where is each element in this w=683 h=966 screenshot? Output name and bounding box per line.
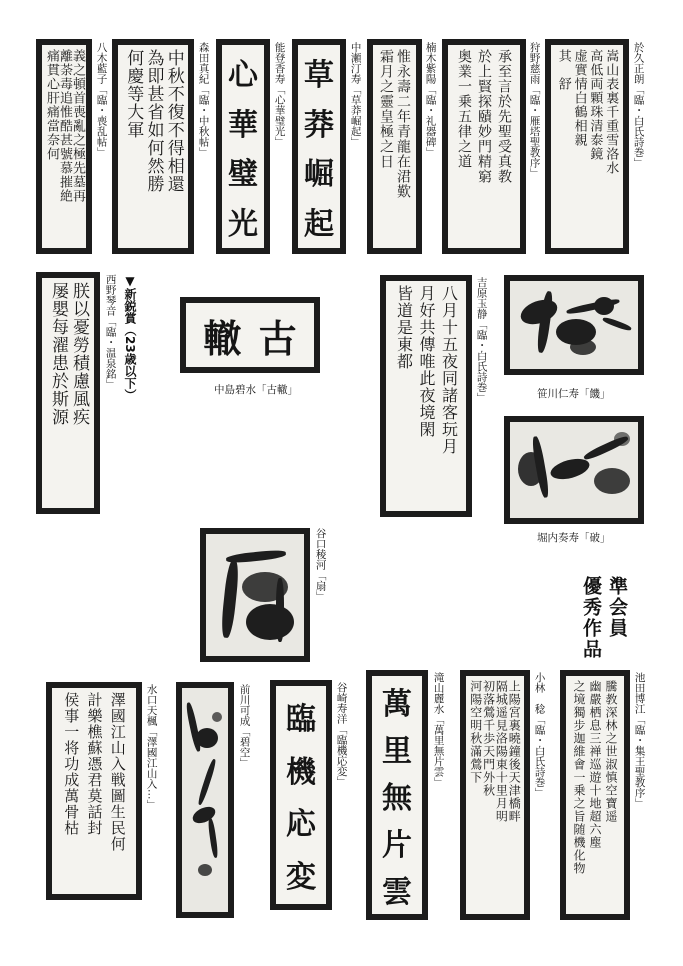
calligraphy-column: 為即甚省如何然勝 [143, 49, 164, 193]
calligraphy-column: 上陽宮裏曉鐘後天津橋畔 [507, 680, 522, 823]
calligraphy-text [448, 45, 520, 248]
artist-caption: 中島碧水「古轍」 [214, 384, 298, 396]
calligraphy-column: 義之頓首喪亂之極先墓再 [70, 49, 85, 203]
calligraphy-column: 承至言於先聖受真教 [496, 49, 512, 184]
calligraphy-column: 河陽空明秋滿鶯下 [468, 680, 483, 784]
calligraphy-column: 離荼毒追惟酷甚號慕摧絶 [57, 49, 72, 203]
artist-caption: 森田真紀「臨・中秋帖」 [197, 42, 210, 158]
calligraphy-character: 莽 [304, 107, 334, 143]
artist-caption: 中瀬汀寿「草莽崛起」 [349, 42, 362, 147]
calligraphy-character: 璧 [228, 157, 258, 193]
artwork-kobayashi [460, 670, 530, 920]
artist-caption: 前川可成「碧空」 [238, 684, 251, 768]
calligraphy-column: 隔城遥見洛陽東十里月明 [494, 680, 509, 823]
calligraphy-column: 八月十五夜同諸客玩月 [439, 285, 459, 455]
abstract-brushwork [510, 281, 638, 369]
calligraphy-column: 何慶等大軍 [123, 49, 144, 139]
artist-caption: 堀内奏寿「破」 [537, 532, 611, 544]
calligraphy-character: 萬 [382, 687, 412, 722]
artwork-morita [112, 39, 194, 254]
calligraphy-characters [372, 676, 422, 914]
calligraphy-column: 初落鶯千歩天門外秋 [481, 680, 496, 797]
calligraphy-characters [298, 45, 340, 248]
artwork-tanizaki [270, 680, 332, 910]
calligraphy-column: 霜月之靈皇極之日 [378, 49, 394, 169]
calligraphy-characters [276, 686, 326, 904]
artist-caption: 笹川仁寿「饑」 [537, 388, 611, 400]
calligraphy-column: 痛貫心肝痛當奈何 [44, 49, 59, 161]
artwork-taniguchi [200, 528, 310, 662]
artwork-sasakawa [504, 275, 644, 375]
calligraphy-text [466, 676, 524, 914]
calligraphy-character: 光 [228, 206, 258, 242]
calligraphy-character: 草 [304, 58, 334, 94]
calligraphy-text [386, 281, 466, 511]
calligraphy-character: 華 [228, 107, 258, 143]
artist-caption: 西野琴音「臨・温泉銘」 [104, 274, 117, 390]
artwork-okyu [545, 39, 629, 254]
calligraphy-text [42, 45, 86, 248]
artist-caption: 滝山麗水「萬里無片雲」 [432, 672, 445, 788]
artwork-yoshihara [380, 275, 472, 517]
artwork-mizuguchi [46, 682, 142, 900]
artist-caption: 谷口稜河「扇」 [314, 528, 327, 602]
abstract-brushwork [182, 688, 228, 912]
calligraphy-character: 古 [258, 315, 297, 361]
artwork-horiuchi [504, 416, 644, 524]
calligraphy-characters [186, 303, 314, 367]
calligraphy-column: 於上賢探賾妙門精窮 [476, 49, 492, 184]
calligraphy-character: 崛 [304, 157, 334, 193]
calligraphy-text [566, 676, 624, 914]
artist-caption: 八木藍子「臨・喪乱帖」 [95, 42, 108, 158]
calligraphy-column: 幽嚴栖息三禅巡遊十地超六塵 [588, 680, 602, 849]
calligraphy-column: 侯事一将功成萬骨枯 [62, 692, 81, 836]
calligraphy-column: 中秋不復不得相還 [163, 49, 184, 193]
artist-caption: 能登香寿「心華璧光」 [273, 42, 286, 147]
calligraphy-column: 騰教深林之世淑慎空寶遥 [604, 680, 618, 823]
abstract-brushwork [206, 534, 304, 656]
artist-caption: 水口天楓「澤國江山入…」 [145, 684, 158, 810]
artwork-nakajima [180, 297, 320, 373]
artwork-nishino [36, 272, 100, 514]
artwork-yagi [36, 39, 92, 254]
calligraphy-characters [222, 45, 264, 248]
calligraphy-character: 里 [382, 734, 412, 769]
calligraphy-character: 片 [382, 828, 412, 863]
calligraphy-character: 機 [286, 754, 316, 790]
calligraphy-column: 計樂樵蘇憑君莫話封 [85, 692, 104, 836]
artwork-ikeda [560, 670, 630, 920]
artwork-takiyama [366, 670, 428, 920]
calligraphy-column: 屡嬰每濯患於斯源 [48, 282, 68, 426]
calligraphy-column: 其 舒 [555, 49, 571, 91]
calligraphy-character: 轍 [203, 315, 242, 361]
calligraphy-text [118, 45, 188, 248]
calligraphy-text [373, 45, 416, 248]
artist-caption: 谷崎寿洋「臨機応変」 [335, 682, 348, 787]
artist-caption: 楠木紫陽「臨・礼器碑」 [424, 42, 437, 158]
calligraphy-column: 朕以憂勞積慮風疾 [69, 282, 89, 426]
calligraphy-column: 惟永壽二年青龍在涒歎 [395, 49, 411, 199]
calligraphy-column: 高低両顆珠清泰鏡 [587, 49, 603, 161]
calligraphy-column: 皆道是東都 [394, 285, 414, 370]
artwork-kusunoki [367, 39, 422, 254]
artwork-noto [216, 39, 270, 254]
calligraphy-column: 奥業一乗五律之道 [456, 49, 472, 169]
calligraphy-character: 無 [382, 781, 412, 816]
artist-caption: 小林 稔「臨・白氏詩巻」 [533, 672, 546, 798]
calligraphy-character: 臨 [286, 702, 316, 738]
calligraphy-character: 応 [286, 807, 316, 843]
artist-caption: 池田博江「臨・集王聖教序」 [633, 672, 646, 809]
artist-caption: 吉原玉静「臨・白氏詩巻」 [475, 277, 488, 403]
calligraphy-text [52, 688, 136, 894]
artist-caption: 於久正朗「臨・白氏詩巻」 [632, 42, 645, 168]
artwork-kano [442, 39, 526, 254]
artist-caption: 狩野慈雨「臨・雁塔聖教序」 [528, 42, 541, 179]
calligraphy-column: 嵩山表裏千重雪洛水 [603, 49, 619, 175]
abstract-brushwork [510, 422, 638, 518]
calligraphy-text [551, 45, 623, 248]
calligraphy-column: 之境獨步迦維會一乗之旨随機化物 [572, 680, 586, 875]
calligraphy-character: 心 [228, 58, 258, 94]
calligraphy-character: 雲 [382, 875, 412, 910]
section-associate-title: 準会員 [606, 576, 628, 639]
section-new-talent-title: ▼新鋭賞（23歳以下） [123, 274, 137, 401]
calligraphy-character: 起 [304, 206, 334, 242]
section-associate-subtitle: 優秀作品 [580, 576, 602, 660]
calligraphy-column: 月好共傳唯此夜境閑 [417, 285, 436, 438]
calligraphy-character: 変 [286, 859, 316, 895]
artwork-maekawa [176, 682, 234, 918]
artwork-nakase [292, 39, 346, 254]
calligraphy-column: 虚實情白鶴相親 [571, 49, 587, 147]
calligraphy-text [42, 278, 94, 508]
calligraphy-column: 澤國江山入戦圖生民何 [108, 692, 127, 852]
